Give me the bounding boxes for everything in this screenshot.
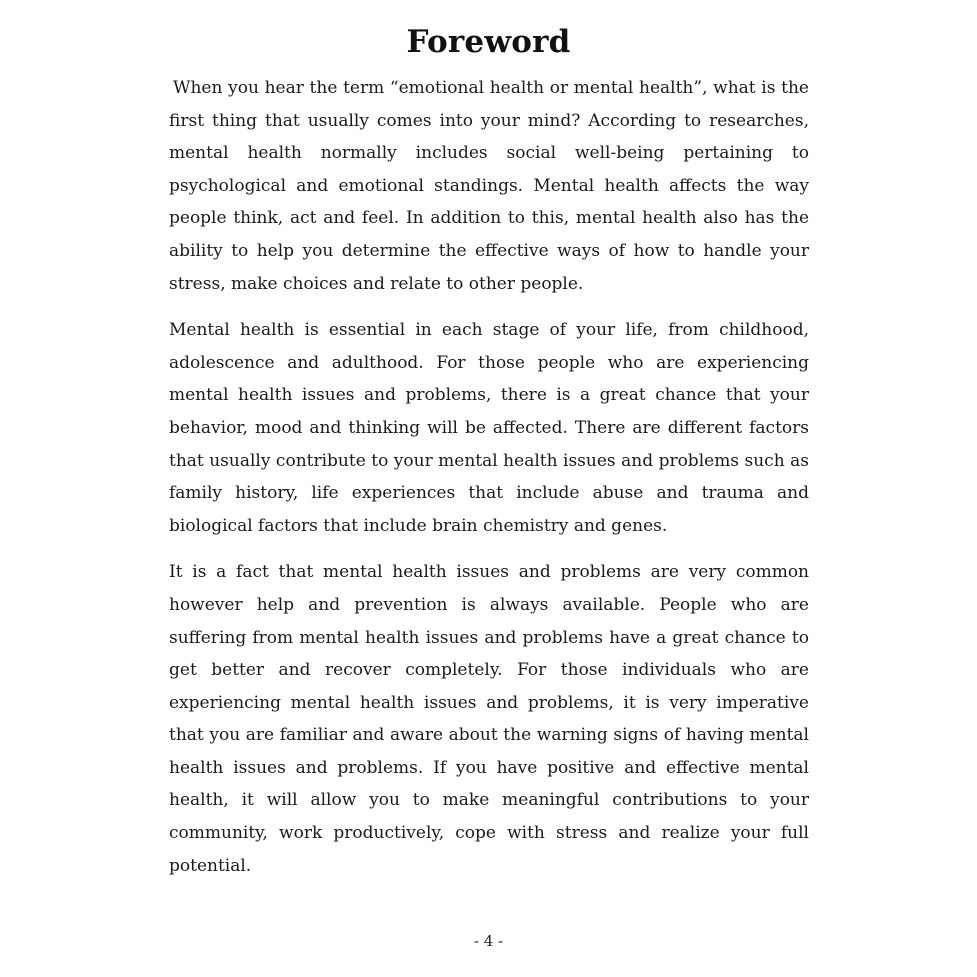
paragraph-1: When you hear the term “emotional health or mental health”, what is the first thing that usually comes into your mind? According to researches, mental health normally includes social well-being pertaining to psychological and emotional standings. Mental health affects the way people think, act and feel. In addition to this, mental health also has the ability to help you determine the effective ways of how to handle your stress, make choices and relate to other people.: [169, 78, 809, 294]
page-title: Foreword: [406, 24, 571, 60]
paragraph-3: It is a fact that mental health issues and problems are very common however help and prevention is always available. People who are suffering from mental health issues and problems have a great chance to get better and recover completely. For those individuals who are experiencing mental health issues and problems, it is very imperative that you are familiar and aware about the warning signs of having mental health issues and problems. If you have positive and effective mental health, it will allow you to make meaningful contributions to your community, work productively, cope with stress and realize your full potential.: [169, 562, 809, 876]
page-number: - 4 -: [473, 932, 504, 950]
paragraph-2: Mental health is essential in each stage of your life, from childhood, adolescence and adulthood. For those people who are experiencing mental health issues and problems, there is a great chance that your behavior, mood and thinking will be affected. There are different factors that usually contribute to your mental health issues and problems such as family history, life experiences that include abuse and trauma and biological factors that include brain chemistry and genes.: [169, 320, 809, 536]
body-text: [169, 72, 809, 896]
